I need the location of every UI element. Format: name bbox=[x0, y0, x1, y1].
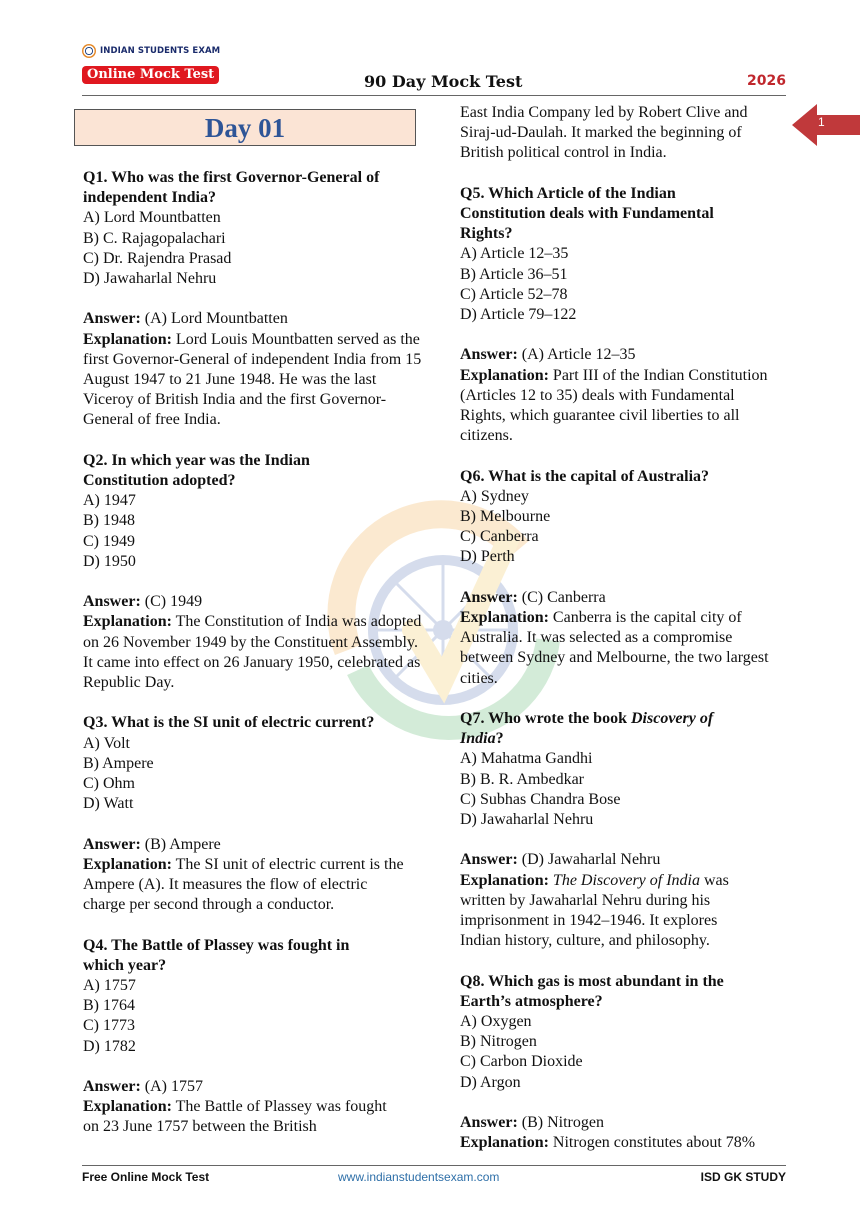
explanation-label: Explanation: bbox=[83, 855, 172, 873]
option: D) Jawaharlal Nehru bbox=[83, 270, 217, 288]
option: C) Article 52–78 bbox=[460, 285, 568, 303]
option: A) Article 12–35 bbox=[460, 245, 569, 263]
option: D) 1950 bbox=[83, 552, 136, 570]
option: D) Watt bbox=[83, 795, 134, 813]
answer-line bbox=[83, 592, 423, 612]
answer-line bbox=[83, 835, 423, 855]
document-year: 2026 bbox=[747, 73, 786, 89]
question-block bbox=[460, 467, 805, 689]
question-prefix: Q7. Who wrote the book bbox=[460, 710, 631, 728]
explanation-text: Part III of the Indian Constitution (Articles 12 to 35) deals with Fundamental Rights, which guarantee civil liberties to all citizens. bbox=[460, 366, 768, 445]
header-divider bbox=[82, 95, 786, 96]
answer-value: (A) Lord Mountbatten bbox=[144, 310, 288, 328]
explanation-label: Explanation: bbox=[83, 330, 172, 348]
option: A) 1757 bbox=[83, 977, 136, 995]
explanation-label: Explanation: bbox=[83, 1098, 172, 1116]
answer-label: Answer: bbox=[460, 851, 518, 869]
day-title: Day 01 bbox=[204, 113, 286, 143]
explanation-text: Nitrogen constitutes about 78% bbox=[552, 1134, 756, 1152]
question-text: Q5. Which Article of the Indian Constitution deals with Fundamental Rights? bbox=[460, 184, 714, 243]
answer-label: Answer: bbox=[460, 588, 518, 606]
answer-value: (C) Canberra bbox=[521, 588, 606, 606]
answer-line bbox=[83, 1077, 423, 1097]
answer-value: (A) 1757 bbox=[144, 1078, 203, 1096]
explanation-label: Explanation: bbox=[460, 366, 549, 384]
question-text: Q6. What is the capital of Australia? bbox=[460, 467, 710, 485]
option: B) Article 36–51 bbox=[460, 265, 568, 283]
option: B) Melbourne bbox=[460, 508, 551, 526]
question-block bbox=[83, 713, 423, 915]
answer-label: Answer: bbox=[460, 1114, 518, 1132]
question-text: Q1. Who was the first Governor-General of independent India? bbox=[83, 169, 380, 207]
option: C) 1949 bbox=[83, 532, 135, 550]
question-suffix: ? bbox=[495, 730, 504, 748]
question-block bbox=[460, 972, 805, 1154]
option: D) Argon bbox=[460, 1073, 521, 1091]
answer-line bbox=[83, 309, 423, 329]
answer-label: Answer: bbox=[83, 1078, 141, 1096]
option: C) Ohm bbox=[83, 775, 135, 793]
explanation-label: Explanation: bbox=[460, 609, 549, 627]
explanation-text: Lord Louis Mountbatten served as the first Governor-General of independent India from 15 August 1947 to 21 June 1948. He was the last Viceroy of British India and the first Governor-General of free India. bbox=[83, 330, 422, 429]
day-title-box bbox=[74, 109, 416, 146]
question-text: Q3. What is the SI unit of electric current? bbox=[83, 714, 375, 732]
right-column bbox=[460, 103, 805, 1153]
option: B) 1948 bbox=[83, 512, 135, 530]
question-block bbox=[83, 451, 423, 693]
book-title: The Discovery of India bbox=[552, 871, 700, 889]
option: C) Carbon Dioxide bbox=[460, 1053, 583, 1071]
explanation-text: was written by Jawaharlal Nehru during his imprisonment in 1942–1946. It explores Indian history, culture, and philosophy. bbox=[460, 871, 729, 950]
answer-value: (B) Ampere bbox=[144, 835, 221, 853]
option: D) Perth bbox=[460, 548, 515, 566]
explanation bbox=[460, 608, 780, 689]
explanation-text: The SI unit of electric current is the Ampere (A). It measures the flow of electric charge per second through a conductor. bbox=[83, 855, 404, 914]
option: C) Subhas Chandra Bose bbox=[460, 790, 621, 808]
answer-value: (A) Article 12–35 bbox=[521, 346, 636, 364]
answer-value: (C) 1949 bbox=[144, 593, 203, 611]
question-block bbox=[460, 709, 805, 951]
website-link[interactable]: www.indianstudentsexam.com bbox=[338, 1170, 500, 1184]
option: D) Article 79–122 bbox=[460, 306, 577, 324]
option: B) C. Rajagopalachari bbox=[83, 229, 226, 247]
answer-value: (D) Jawaharlal Nehru bbox=[521, 851, 661, 869]
online-mock-test-badge: Online Mock Test bbox=[82, 66, 219, 84]
answer-line bbox=[460, 1113, 805, 1133]
question-block bbox=[460, 184, 805, 447]
brand-logo bbox=[82, 44, 220, 58]
option: A) Sydney bbox=[460, 487, 529, 505]
explanation bbox=[83, 330, 423, 431]
explanation bbox=[83, 855, 413, 916]
option: B) 1764 bbox=[83, 997, 135, 1015]
option: A) Lord Mountbatten bbox=[83, 209, 221, 227]
answer-line bbox=[460, 345, 805, 365]
option: B) Nitrogen bbox=[460, 1033, 537, 1051]
explanation-label: Explanation: bbox=[460, 871, 549, 889]
answer-value: (B) Nitrogen bbox=[521, 1114, 604, 1132]
option: C) 1773 bbox=[83, 1017, 135, 1035]
option: A) Oxygen bbox=[460, 1013, 532, 1031]
left-column bbox=[83, 168, 423, 1138]
option: B) B. R. Ambedkar bbox=[460, 770, 584, 788]
explanation-continued: East India Company led by Robert Clive and Siraj-ud-Daulah. It marked the beginning of British political control in India. bbox=[460, 104, 748, 162]
explanation bbox=[460, 1133, 805, 1153]
book-title: Discovery of India bbox=[460, 710, 714, 748]
option: C) Canberra bbox=[460, 528, 539, 546]
explanation-text: The Constitution of India was adopted on 26 November 1949 by the Constituent Assembly. It came into effect on 26 January 1950, celebrated as Republic Day. bbox=[83, 613, 422, 692]
question-text: Q2. In which year was the Indian Constitution adopted? bbox=[83, 451, 310, 490]
explanation bbox=[460, 366, 770, 447]
brand-name: INDIAN STUDENTS EXAM bbox=[100, 46, 221, 56]
explanation bbox=[460, 871, 760, 952]
option: A) Volt bbox=[83, 734, 130, 752]
page-header bbox=[82, 42, 786, 94]
answer-line bbox=[460, 850, 805, 870]
answer-label: Answer: bbox=[83, 310, 141, 328]
document-title: 90 Day Mock Test bbox=[364, 72, 523, 91]
explanation-text: The Battle of Plassey was fought on 23 June 1757 between the British bbox=[83, 1098, 387, 1136]
answer-label: Answer: bbox=[83, 593, 141, 611]
question-text: Q8. Which gas is most abundant in the Earth’s atmosphere? bbox=[460, 972, 724, 1010]
answer-line bbox=[460, 588, 805, 608]
footer-left-text: Free Online Mock Test bbox=[82, 1170, 210, 1184]
question-text bbox=[460, 709, 760, 749]
page-number: 1 bbox=[818, 115, 825, 129]
explanation-label: Explanation: bbox=[460, 1134, 549, 1152]
answer-label: Answer: bbox=[460, 346, 518, 364]
option: A) Mahatma Gandhi bbox=[460, 750, 593, 768]
option: A) 1947 bbox=[83, 492, 136, 510]
option: D) 1782 bbox=[83, 1037, 136, 1055]
option: B) Ampere bbox=[83, 754, 154, 772]
explanation bbox=[83, 1097, 393, 1137]
option: D) Jawaharlal Nehru bbox=[460, 811, 594, 829]
question-block bbox=[83, 168, 423, 431]
explanation bbox=[83, 612, 423, 693]
question-block bbox=[83, 936, 423, 1138]
footer-right-text: ISD GK STUDY bbox=[700, 1170, 786, 1184]
explanation-text: Canberra is the capital city of Australia. It was selected as a compromise between Sydney and Melbourne, the two largest cities. bbox=[460, 609, 769, 687]
question-text: Q4. The Battle of Plassey was fought in which year? bbox=[83, 936, 350, 974]
emblem-icon bbox=[82, 44, 96, 58]
footer-divider bbox=[82, 1165, 786, 1166]
explanation-label: Explanation: bbox=[83, 613, 172, 631]
option: C) Dr. Rajendra Prasad bbox=[83, 249, 232, 267]
answer-label: Answer: bbox=[83, 835, 141, 853]
